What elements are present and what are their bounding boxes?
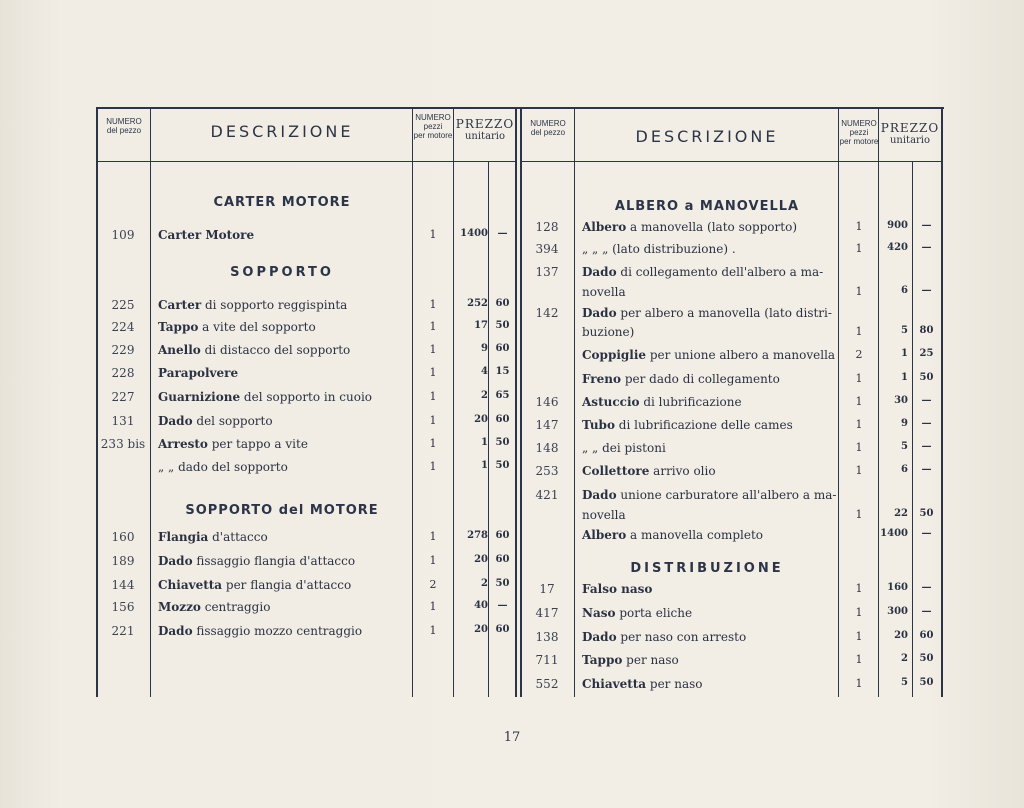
part-detail: per tappo a vite xyxy=(207,437,308,451)
header-pezzi-left: NUMERO pezzi per motore xyxy=(413,113,453,140)
quantity-per-engine: 1 xyxy=(855,606,863,619)
price-cents: 60 xyxy=(495,624,510,635)
part-detail: di collegamento dell'albero a ma- xyxy=(616,265,824,279)
header-descrizione-right: DESCRIZIONE xyxy=(635,127,779,146)
part-name: Coppiglie xyxy=(582,348,647,362)
part-detail: per naso xyxy=(646,677,703,691)
part-detail: „ „ dei pistoni xyxy=(582,441,666,455)
price-cents: 60 xyxy=(919,630,934,641)
part-name: Dado xyxy=(582,306,617,320)
price-cents: — xyxy=(921,285,932,296)
part-number: 417 xyxy=(535,606,559,620)
header-prezzo-left: PREZZO unitario xyxy=(455,117,515,143)
part-description xyxy=(582,677,832,691)
part-description xyxy=(582,582,832,596)
part-number: 144 xyxy=(111,578,135,592)
price-cents: 25 xyxy=(919,348,934,359)
part-description xyxy=(582,372,832,386)
part-description xyxy=(582,441,832,455)
part-description xyxy=(582,242,832,256)
price-lire: 6 xyxy=(901,285,908,296)
part-name: Dado xyxy=(582,265,617,279)
part-detail: centraggio xyxy=(200,600,271,614)
part-description xyxy=(582,395,832,409)
price-lire: 900 xyxy=(887,220,908,231)
quantity-per-engine: 1 xyxy=(429,228,437,241)
price-lire: 5 xyxy=(901,325,908,336)
price-lire: 20 xyxy=(894,630,908,641)
part-name: Tappo xyxy=(158,320,199,334)
price-cents: — xyxy=(921,242,932,253)
part-detail: fissaggio flangia d'attacco xyxy=(192,554,356,568)
section-title: DISTRIBUZIONE xyxy=(630,561,784,576)
part-number: 131 xyxy=(111,414,135,428)
price-lire: 6 xyxy=(901,464,908,475)
part-detail: per naso xyxy=(622,653,679,667)
part-description xyxy=(158,554,404,568)
quantity-per-engine: 1 xyxy=(429,624,437,637)
price-cents: — xyxy=(921,395,932,406)
part-number: 160 xyxy=(111,530,135,544)
part-number: 711 xyxy=(535,653,559,667)
part-number: 156 xyxy=(111,600,135,614)
part-detail: „ „ dado del sopporto xyxy=(158,460,288,474)
header-numero-right: NUMERO del pezzo xyxy=(530,119,566,137)
part-description xyxy=(582,508,832,522)
table-row xyxy=(0,677,1024,699)
price-lire: 1 xyxy=(901,348,908,359)
price-cents: 50 xyxy=(919,677,934,688)
price-cents: 50 xyxy=(495,578,510,589)
part-number: 138 xyxy=(535,630,559,644)
part-number: 228 xyxy=(111,366,135,380)
part-description xyxy=(582,285,832,299)
part-name: Dado xyxy=(158,554,193,568)
part-name: Guarnizione xyxy=(158,390,241,404)
section-title: SOPPORTO xyxy=(230,265,334,280)
price-lire: 20 xyxy=(474,624,488,635)
part-detail: novella xyxy=(582,508,626,522)
price-lire: 252 xyxy=(467,298,488,309)
part-detail: di lubrificazione xyxy=(639,395,742,409)
part-name: Arresto xyxy=(158,437,208,451)
part-detail: d'attacco xyxy=(208,530,268,544)
part-number: 142 xyxy=(535,306,559,320)
part-detail: del sopporto in cuoio xyxy=(240,390,373,404)
part-detail: di distacco del sopporto xyxy=(200,343,351,357)
part-detail: fissaggio mozzo centraggio xyxy=(192,624,363,638)
part-number: 137 xyxy=(535,265,559,279)
part-number: 189 xyxy=(111,554,135,568)
page-number: 17 xyxy=(503,730,521,745)
table-row xyxy=(0,265,1024,287)
quantity-per-engine: 1 xyxy=(855,285,863,298)
quantity-per-engine: 1 xyxy=(855,582,863,595)
quantity-per-engine: 1 xyxy=(855,653,863,666)
header-bottom-rule-right xyxy=(522,161,942,162)
part-detail: di lubrificazione delle cames xyxy=(614,418,793,432)
table-row xyxy=(0,348,1024,370)
part-number: 147 xyxy=(535,418,559,432)
quantity-per-engine: 1 xyxy=(855,630,863,643)
part-detail: porta eliche xyxy=(615,606,693,620)
quantity-per-engine: 1 xyxy=(855,242,863,255)
part-name: Tubo xyxy=(582,418,615,432)
part-description xyxy=(582,630,832,644)
quantity-per-engine: 2 xyxy=(429,578,437,591)
price-cents: — xyxy=(921,441,932,452)
quantity-per-engine: 1 xyxy=(855,325,863,338)
table-row xyxy=(0,606,1024,628)
price-cents: 50 xyxy=(919,653,934,664)
table-row xyxy=(0,488,1024,510)
price-lire: 9 xyxy=(481,343,488,354)
part-description xyxy=(582,464,832,478)
price-lire: 1 xyxy=(481,460,488,471)
part-description xyxy=(582,528,832,542)
part-detail: „ „ „ (lato distribuzione) . xyxy=(582,242,736,256)
price-cents: 60 xyxy=(495,530,510,541)
table-row xyxy=(0,441,1024,463)
quantity-per-engine: 1 xyxy=(855,464,863,477)
part-number: 233 bis xyxy=(100,437,146,451)
part-description xyxy=(582,325,832,339)
part-number: 128 xyxy=(535,220,559,234)
part-description xyxy=(582,488,837,502)
price-cents: 15 xyxy=(495,366,510,377)
price-cents: 60 xyxy=(495,343,510,354)
part-detail: di sopporto reggispinta xyxy=(201,298,348,312)
part-detail: a manovella completo xyxy=(626,528,764,542)
quantity-per-engine: 2 xyxy=(855,348,863,361)
price-cents: — xyxy=(921,606,932,617)
price-cents: 65 xyxy=(495,390,510,401)
price-lire: 20 xyxy=(474,414,488,425)
quantity-per-engine: 1 xyxy=(855,372,863,385)
quantity-per-engine: 1 xyxy=(855,418,863,431)
part-detail: unione carburatore all'albero a ma- xyxy=(616,488,837,502)
part-description xyxy=(582,348,836,362)
quantity-per-engine: 1 xyxy=(429,390,437,403)
part-number: 225 xyxy=(111,298,135,312)
price-lire: 300 xyxy=(887,606,908,617)
part-name: Parapolvere xyxy=(158,366,239,380)
part-detail: per flangia d'attacco xyxy=(222,578,352,592)
quantity-per-engine: 1 xyxy=(429,343,437,356)
price-cents: — xyxy=(497,600,508,611)
part-number: 146 xyxy=(535,395,559,409)
price-lire: 4 xyxy=(481,366,488,377)
table-row xyxy=(0,220,1024,242)
part-detail: per albero a manovella (lato distri- xyxy=(616,306,832,320)
section-title: ALBERO a MANOVELLA xyxy=(614,199,800,214)
part-number: 421 xyxy=(535,488,559,502)
table-row xyxy=(0,395,1024,417)
price-lire: 278 xyxy=(467,530,488,541)
price-cents: — xyxy=(497,228,508,239)
quantity-per-engine: 1 xyxy=(429,460,437,473)
quantity-per-engine: 1 xyxy=(429,414,437,427)
price-cents: 60 xyxy=(495,554,510,565)
price-cents: — xyxy=(921,582,932,593)
part-description xyxy=(582,418,832,432)
table-row xyxy=(0,528,1024,550)
part-detail: a manovella (lato sopporto) xyxy=(626,220,797,234)
price-cents: 60 xyxy=(495,298,510,309)
part-name: Chiavetta xyxy=(582,677,647,691)
header-descrizione-left: DESCRIZIONE xyxy=(210,122,354,141)
price-cents: 60 xyxy=(495,414,510,425)
part-number: 394 xyxy=(535,242,559,256)
part-detail: buzione) xyxy=(582,325,635,339)
price-cents: 80 xyxy=(919,325,934,336)
header-pezzi-right: NUMERO pezzi per motore xyxy=(839,119,879,146)
price-lire: 5 xyxy=(901,441,908,452)
quantity-per-engine: 1 xyxy=(429,530,437,543)
price-cents: 50 xyxy=(495,437,510,448)
price-cents: — xyxy=(921,464,932,475)
price-lire: 160 xyxy=(887,582,908,593)
table-row xyxy=(0,582,1024,604)
part-name: Naso xyxy=(582,606,616,620)
part-name: Albero xyxy=(582,528,627,542)
quantity-per-engine: 1 xyxy=(429,600,437,613)
part-detail: novella xyxy=(582,285,626,299)
part-name: Dado xyxy=(158,414,193,428)
part-number: 224 xyxy=(111,320,135,334)
header-prezzo-right: PREZZO unitario xyxy=(880,121,940,147)
section-title: SOPPORTO del MOTORE xyxy=(185,503,379,518)
part-name: Astuccio xyxy=(582,395,640,409)
part-number: 552 xyxy=(535,677,559,691)
section-title: CARTER MOTORE xyxy=(213,195,351,210)
part-name: Chiavetta xyxy=(158,578,223,592)
table-row xyxy=(0,285,1024,307)
price-cents: — xyxy=(921,528,932,539)
price-cents: 50 xyxy=(495,320,510,331)
part-number: 148 xyxy=(535,441,559,455)
table-row xyxy=(0,372,1024,394)
price-lire: 5 xyxy=(901,677,908,688)
price-lire: 2 xyxy=(481,390,488,401)
part-name: Dado xyxy=(582,488,617,502)
table-row xyxy=(0,653,1024,675)
part-name: Freno xyxy=(582,372,621,386)
price-lire: 9 xyxy=(901,418,908,429)
price-cents: 50 xyxy=(919,508,934,519)
part-name: Carter xyxy=(158,298,202,312)
table-row xyxy=(0,325,1024,347)
part-detail: per naso con arresto xyxy=(616,630,747,644)
part-detail: arrivo olio xyxy=(649,464,716,478)
part-name: Flangia xyxy=(158,530,209,544)
part-name: Dado xyxy=(582,630,617,644)
price-cents: — xyxy=(921,418,932,429)
part-number: 253 xyxy=(535,464,559,478)
part-detail: per dado di collegamento xyxy=(621,372,780,386)
part-name: Mozzo xyxy=(158,600,201,614)
price-lire: 2 xyxy=(901,653,908,664)
quantity-per-engine: 1 xyxy=(429,320,437,333)
price-lire: 40 xyxy=(474,600,488,611)
price-cents: — xyxy=(921,220,932,231)
price-lire: 30 xyxy=(894,395,908,406)
part-description xyxy=(582,606,832,620)
quantity-per-engine: 1 xyxy=(855,395,863,408)
part-name: Collettore xyxy=(582,464,650,478)
price-lire: 1 xyxy=(901,372,908,383)
table-row xyxy=(0,508,1024,530)
price-lire: 17 xyxy=(474,320,488,331)
part-description xyxy=(582,653,832,667)
part-detail: a vite del sopporto xyxy=(198,320,316,334)
part-number: 229 xyxy=(111,343,135,357)
quantity-per-engine: 1 xyxy=(855,677,863,690)
part-name: Tappo xyxy=(582,653,623,667)
table-row xyxy=(0,630,1024,652)
header-numero-left: NUMERO del pezzo xyxy=(106,117,142,135)
table-row xyxy=(0,554,1024,576)
quantity-per-engine: 1 xyxy=(429,437,437,450)
part-number: 227 xyxy=(111,390,135,404)
price-cents: 50 xyxy=(495,460,510,471)
table-row xyxy=(0,242,1024,264)
table-row xyxy=(0,418,1024,440)
quantity-per-engine: 1 xyxy=(855,508,863,521)
quantity-per-engine: 1 xyxy=(429,554,437,567)
part-name: Anello xyxy=(158,343,201,357)
part-description xyxy=(582,306,832,320)
part-detail: del sopporto xyxy=(192,414,273,428)
quantity-per-engine: 1 xyxy=(855,441,863,454)
part-number: 109 xyxy=(111,228,135,242)
price-lire: 22 xyxy=(894,508,908,519)
part-description xyxy=(582,220,832,234)
quantity-per-engine: 1 xyxy=(855,220,863,233)
part-name: Dado xyxy=(158,624,193,638)
part-name: Falso naso xyxy=(582,582,653,596)
price-lire: 1 xyxy=(481,437,488,448)
price-lire: 420 xyxy=(887,242,908,253)
part-name: Albero xyxy=(582,220,627,234)
quantity-per-engine: 1 xyxy=(429,366,437,379)
part-name: Carter Motore xyxy=(158,228,255,242)
part-number: 221 xyxy=(111,624,135,638)
price-lire: 2 xyxy=(481,578,488,589)
quantity-per-engine: 1 xyxy=(429,298,437,311)
table-row xyxy=(0,464,1024,486)
price-cents: 50 xyxy=(919,372,934,383)
price-lire: 20 xyxy=(474,554,488,565)
part-number: 17 xyxy=(539,582,555,596)
part-description xyxy=(582,265,832,279)
price-lire: 1400 xyxy=(460,228,488,239)
price-lire: 1400 xyxy=(880,528,908,539)
part-detail: per unione albero a manovella xyxy=(646,348,836,362)
